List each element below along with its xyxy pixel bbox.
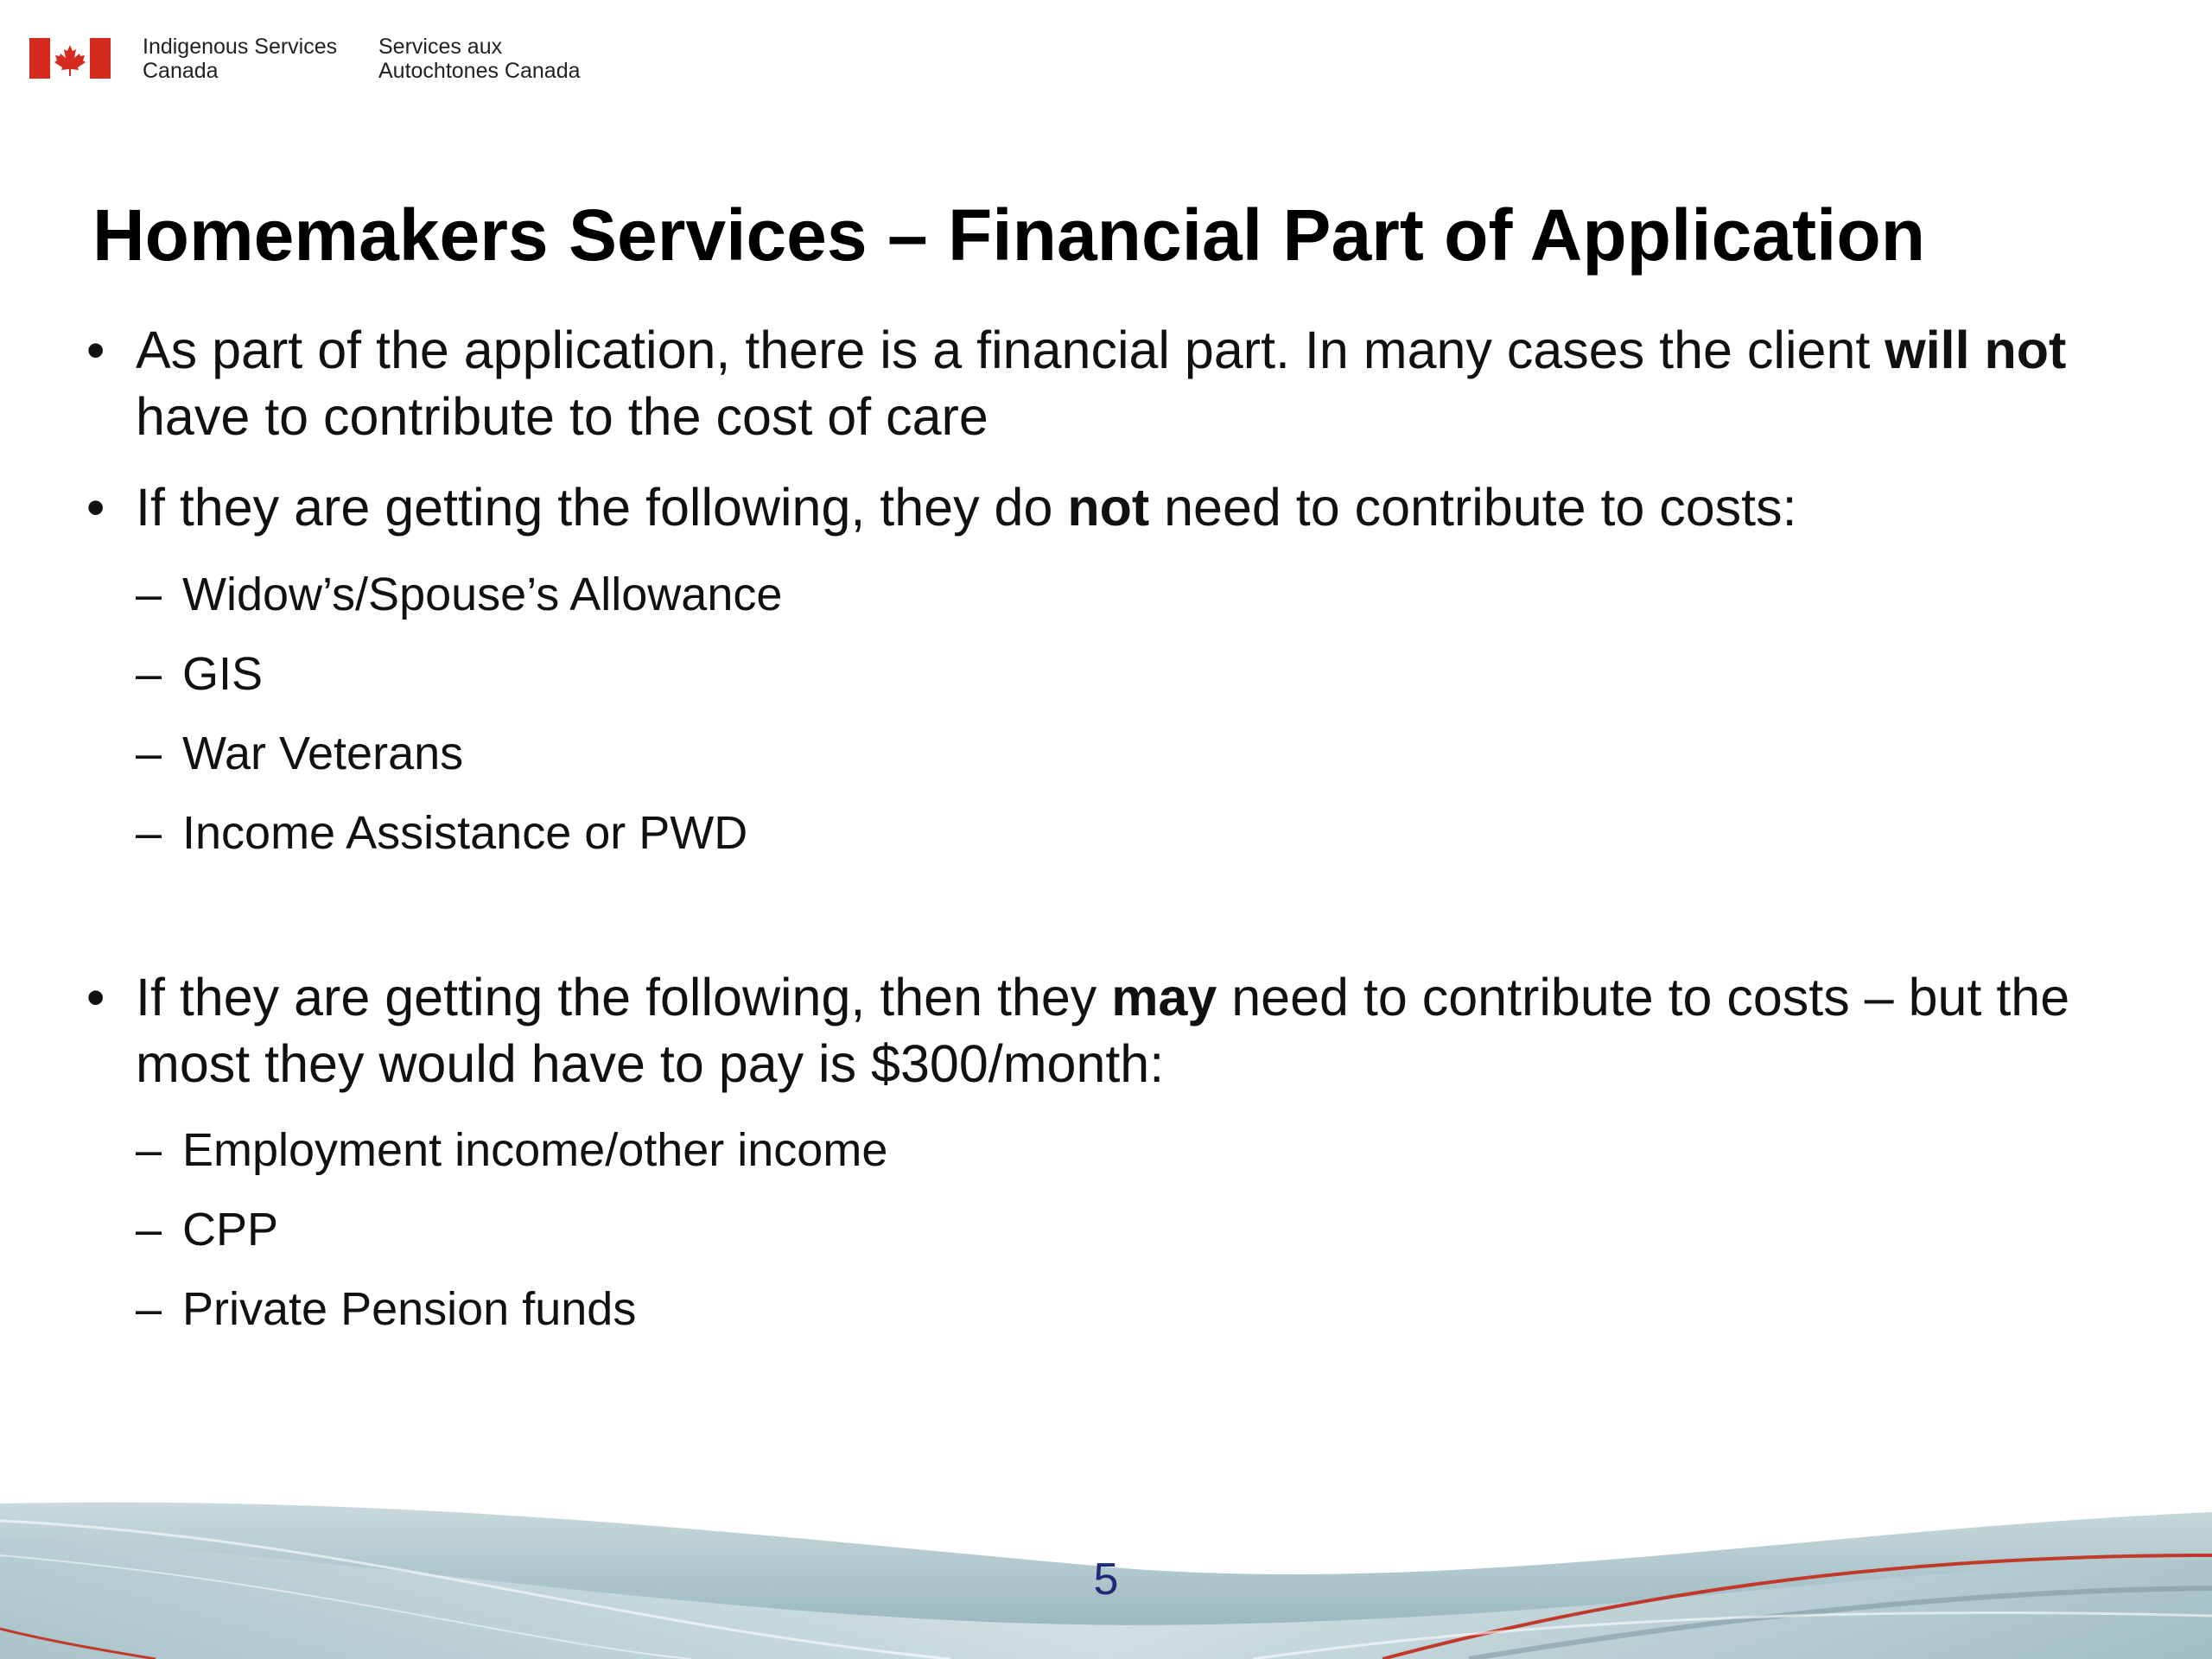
bullet-3-post: need to contribute to costs – but the most they would have to pay is $300/month: — [136, 968, 2070, 1093]
dash: – — [136, 569, 162, 620]
bullet-1-post: have to contribute to the cost of care — [136, 387, 988, 446]
bullet-2 — [86, 474, 2091, 541]
sub-item — [136, 567, 782, 622]
dash: – — [136, 807, 162, 859]
sub-item-text: Income Assistance or PWD — [182, 807, 748, 859]
bullet-2-post: need to contribute to costs: — [1149, 478, 1797, 537]
bullet-3-text — [136, 964, 2091, 1097]
sub-item-text: Private Pension funds — [182, 1283, 637, 1335]
org-fr-line-2: Autochtones Canada — [378, 59, 581, 83]
org-en-line-2: Canada — [143, 59, 219, 83]
sub-item-text: Widow’s/Spouse’s Allowance — [182, 569, 783, 620]
bullet-2-bold: not — [1067, 478, 1150, 537]
sub-item-text: Employment income/other income — [182, 1124, 888, 1176]
sub-item-text: CPP — [182, 1204, 279, 1255]
sub-item — [136, 726, 463, 781]
bullet-1-bold: will not — [1885, 321, 2067, 379]
bullet-3-pre: If they are getting the following, then they — [136, 968, 1112, 1027]
bullet-1-pre: As part of the application, there is a financial part. In many cases the client — [136, 321, 1885, 379]
bullet-dot: • — [86, 321, 105, 379]
sub-item-text: GIS — [182, 648, 264, 700]
dash: – — [136, 1204, 162, 1255]
slide-title: Homemakers Services – Financial Part of Application — [92, 194, 1925, 276]
sub-item — [136, 1202, 278, 1257]
bullet-2-text — [136, 474, 2091, 541]
org-name-english — [143, 35, 337, 83]
org-name-french — [378, 35, 581, 83]
bullet-1-text — [136, 317, 2091, 450]
page-number: 5 — [1093, 1554, 1119, 1605]
dash: – — [136, 728, 162, 779]
canada-flag-icon — [29, 38, 111, 79]
sub-item — [136, 1281, 636, 1337]
sub-item — [136, 1122, 887, 1178]
org-en-line-1: Indigenous Services — [143, 35, 338, 59]
bullet-dot: • — [86, 478, 105, 537]
bullet-3-bold: may — [1111, 968, 1217, 1027]
sub-item — [136, 646, 263, 702]
bullet-dot: • — [86, 968, 105, 1027]
sub-item — [136, 805, 747, 861]
dash: – — [136, 1283, 162, 1335]
dash: – — [136, 1124, 162, 1176]
bullet-3 — [86, 964, 2091, 1097]
bullet-1 — [86, 317, 2091, 450]
sub-item-text: War Veterans — [182, 728, 464, 779]
bullet-2-pre: If they are getting the following, they do — [136, 478, 1068, 537]
org-fr-line-1: Services aux — [378, 35, 503, 59]
dash: – — [136, 648, 162, 700]
